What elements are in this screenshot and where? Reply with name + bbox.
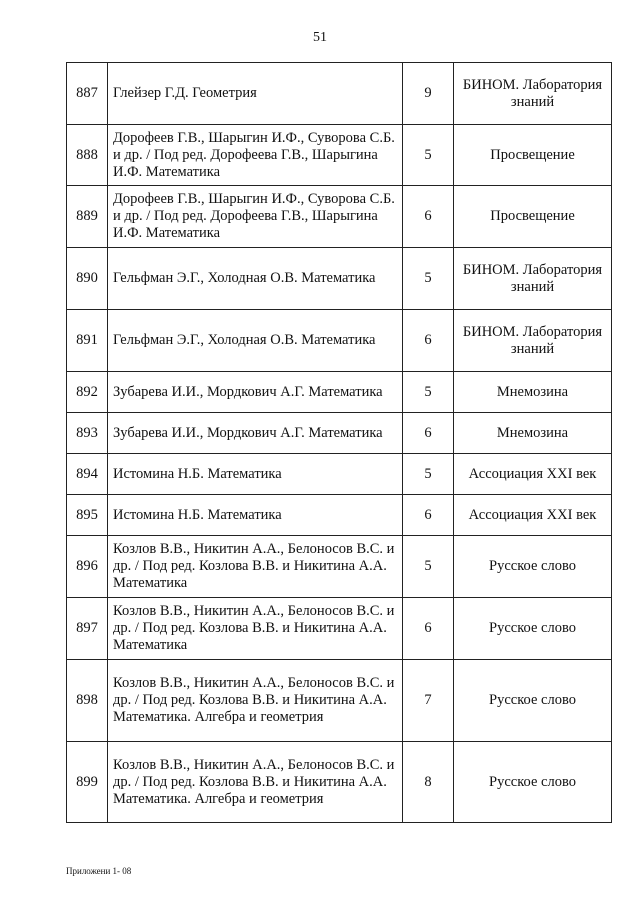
row-grade: 5 xyxy=(403,536,454,598)
row-title: Козлов В.В., Никитин А.А., Белоносов В.С. и др. / Под ред. Козлова В.В. и Никитина А.А. Математика xyxy=(108,536,403,598)
table-row xyxy=(67,310,612,372)
row-title: Истомина Н.Б. Математика xyxy=(108,454,403,495)
row-number: 898 xyxy=(67,660,108,742)
row-grade: 6 xyxy=(403,310,454,372)
row-number: 897 xyxy=(67,598,108,660)
row-publisher: Мнемозина xyxy=(454,413,612,454)
table-row xyxy=(67,186,612,248)
row-number: 896 xyxy=(67,536,108,598)
table-row xyxy=(67,495,612,536)
table-row xyxy=(67,536,612,598)
row-publisher: Русское слово xyxy=(454,598,612,660)
row-title: Козлов В.В., Никитин А.А., Белоносов В.С. и др. / Под ред. Козлова В.В. и Никитина А.А. Математика. Алгебра и геометрия xyxy=(108,742,403,823)
table-row xyxy=(67,660,612,742)
row-publisher: Русское слово xyxy=(454,742,612,823)
row-publisher: БИНОМ. Лаборатория знаний xyxy=(454,310,612,372)
table-row xyxy=(67,125,612,186)
row-publisher: Мнемозина xyxy=(454,372,612,413)
row-title: Зубарева И.И., Мордкович А.Г. Математика xyxy=(108,372,403,413)
row-grade: 6 xyxy=(403,186,454,248)
row-grade: 8 xyxy=(403,742,454,823)
row-number: 889 xyxy=(67,186,108,248)
table-row xyxy=(67,248,612,310)
row-grade: 6 xyxy=(403,413,454,454)
row-publisher: Ассоциация XXI век xyxy=(454,495,612,536)
row-number: 890 xyxy=(67,248,108,310)
row-grade: 5 xyxy=(403,125,454,186)
table-row xyxy=(67,454,612,495)
table-row xyxy=(67,63,612,125)
row-number: 891 xyxy=(67,310,108,372)
table-row xyxy=(67,742,612,823)
footer-note: Приложени 1- 08 xyxy=(66,866,132,876)
row-title: Гельфман Э.Г., Холодная О.В. Математика xyxy=(108,248,403,310)
row-publisher: БИНОМ. Лаборатория знаний xyxy=(454,63,612,125)
row-number: 887 xyxy=(67,63,108,125)
page-number: 51 xyxy=(313,30,327,45)
row-title: Зубарева И.И., Мордкович А.Г. Математика xyxy=(108,413,403,454)
table-row xyxy=(67,598,612,660)
row-number: 892 xyxy=(67,372,108,413)
row-grade: 7 xyxy=(403,660,454,742)
textbook-table xyxy=(66,62,612,823)
row-grade: 5 xyxy=(403,248,454,310)
row-number: 894 xyxy=(67,454,108,495)
row-number: 895 xyxy=(67,495,108,536)
row-number: 893 xyxy=(67,413,108,454)
row-grade: 9 xyxy=(403,63,454,125)
row-publisher: Русское слово xyxy=(454,660,612,742)
row-title: Козлов В.В., Никитин А.А., Белоносов В.С. и др. / Под ред. Козлова В.В. и Никитина А.А. Математика. Алгебра и геометрия xyxy=(108,660,403,742)
row-title: Козлов В.В., Никитин А.А., Белоносов В.С. и др. / Под ред. Козлова В.В. и Никитина А.А. Математика xyxy=(108,598,403,660)
table-row xyxy=(67,372,612,413)
table-row xyxy=(67,413,612,454)
row-grade: 6 xyxy=(403,598,454,660)
row-publisher: Просвещение xyxy=(454,186,612,248)
row-publisher: БИНОМ. Лаборатория знаний xyxy=(454,248,612,310)
row-number: 888 xyxy=(67,125,108,186)
row-publisher: Русское слово xyxy=(454,536,612,598)
row-title: Дорофеев Г.В., Шарыгин И.Ф., Суворова С.Б. и др. / Под ред. Дорофеева Г.В., Шарыгина И.Ф. Математика xyxy=(108,125,403,186)
row-publisher: Просвещение xyxy=(454,125,612,186)
row-title: Истомина Н.Б. Математика xyxy=(108,495,403,536)
row-title: Дорофеев Г.В., Шарыгин И.Ф., Суворова С.Б. и др. / Под ред. Дорофеева Г.В., Шарыгина И.Ф. Математика xyxy=(108,186,403,248)
row-grade: 5 xyxy=(403,454,454,495)
row-grade: 5 xyxy=(403,372,454,413)
row-publisher: Ассоциация XXI век xyxy=(454,454,612,495)
row-title: Глейзер Г.Д. Геометрия xyxy=(108,63,403,125)
row-grade: 6 xyxy=(403,495,454,536)
row-title: Гельфман Э.Г., Холодная О.В. Математика xyxy=(108,310,403,372)
row-number: 899 xyxy=(67,742,108,823)
